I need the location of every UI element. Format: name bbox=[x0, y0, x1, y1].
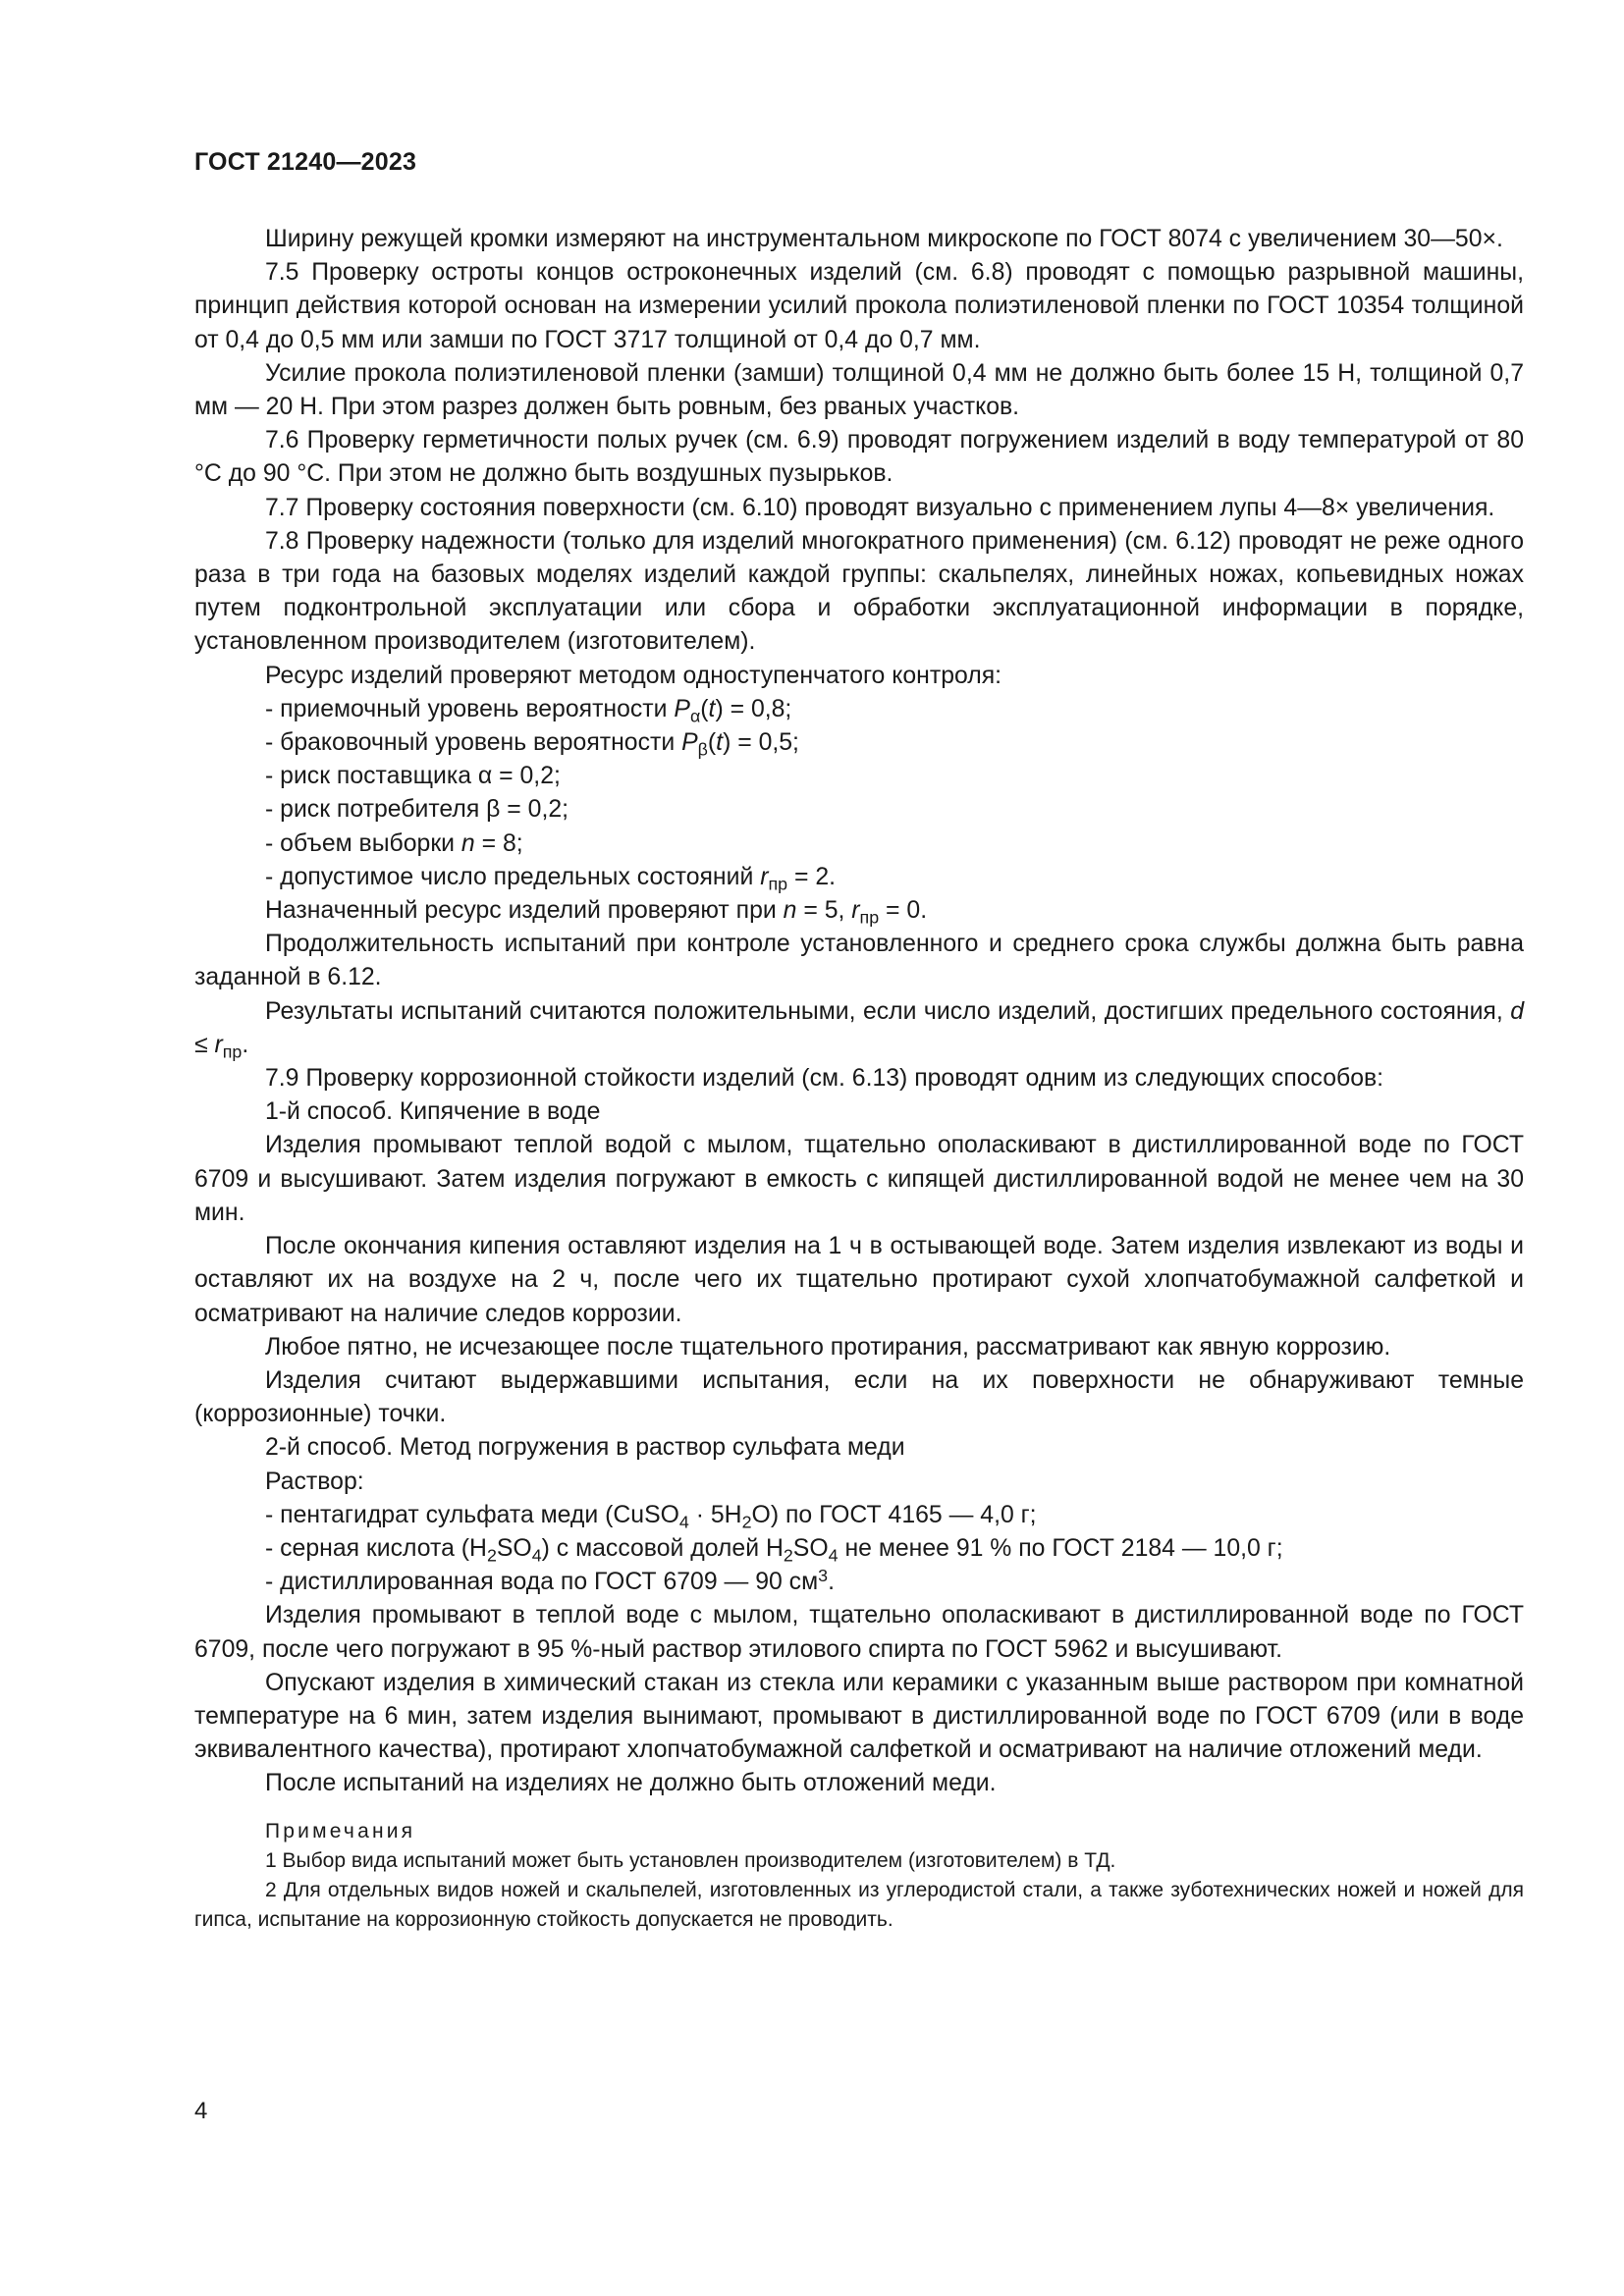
list-item: - риск потребителя β = 0,2; bbox=[265, 796, 569, 824]
subscript: β bbox=[697, 739, 708, 760]
text-run: - браковочный уровень вероятности bbox=[265, 729, 682, 757]
list-item bbox=[194, 861, 1524, 894]
paragraph: Опускают изделия в химический стакан из стекла или керамики с указанным выше раствором при комнатной температуре на 6 мин, затем изделия вынимают, промывают в дистиллированной воде по ГОСТ 6709 (или в воде эквивалентного качества), протирают хлопчатобумажной салфеткой и осматривают на наличие отложений меди. bbox=[194, 1669, 1524, 1764]
subscript: пр bbox=[222, 1041, 243, 1062]
text-run: . bbox=[242, 1031, 249, 1058]
list-item bbox=[194, 828, 1524, 861]
subscript: 4 bbox=[828, 1545, 839, 1566]
text-run: = 5, bbox=[796, 897, 852, 925]
variable: n bbox=[460, 829, 475, 857]
text-run: - серная кислота (H bbox=[265, 1534, 487, 1562]
text-run: не менее 91 % по ГОСТ 2184 — 10,0 г; bbox=[838, 1534, 1283, 1562]
subscript: α bbox=[689, 706, 701, 726]
paragraph: 7.6 Проверку герметичности полых ручек (см. 6.9) проводят погружением изделий в воду температурой от 80 °С до 90 °С. При этом не должно быть воздушных пузырьков. bbox=[194, 427, 1524, 488]
text-run: ) = 0,5; bbox=[723, 729, 799, 757]
document-body bbox=[194, 223, 1524, 1935]
variable: r bbox=[214, 1031, 223, 1058]
variable: P bbox=[674, 695, 690, 722]
superscript: 3 bbox=[818, 1566, 829, 1586]
subscript: пр bbox=[768, 874, 788, 894]
paragraph: После испытаний на изделиях не должно быть отложений меди. bbox=[265, 1770, 997, 1797]
paragraph bbox=[194, 995, 1524, 1062]
text-run: O) по ГОСТ 4165 — 4,0 г; bbox=[751, 1501, 1037, 1528]
subscript: 2 bbox=[783, 1545, 793, 1566]
variable: t bbox=[716, 729, 724, 757]
paragraph bbox=[194, 894, 1524, 928]
note-item: 1 Выбор вида испытаний может быть установлен производителем (изготовителем) в ТД. bbox=[265, 1848, 1116, 1872]
text-run: ( bbox=[700, 695, 709, 722]
text-run: ≤ bbox=[194, 1031, 215, 1058]
text-run: ( bbox=[707, 729, 717, 757]
variable: r bbox=[760, 863, 769, 890]
paragraph: 7.9 Проверку коррозионной стойкости изделий (см. 6.13) проводят одним из следующих способов: bbox=[265, 1065, 1384, 1093]
paragraph: После окончания кипения оставляют изделия на 1 ч в остывающей воде. Затем изделия извлекают из воды и оставляют их на воздухе на 2 ч, после чего их тщательно протирают сухой хлопчатобумажной салфеткой и осматривают на наличие следов коррозии. bbox=[194, 1233, 1524, 1327]
paragraph: 1-й способ. Кипячение в воде bbox=[265, 1098, 601, 1126]
paragraph: Усилие прокола полиэтиленовой пленки (замши) толщиной 0,4 мм не должно быть более 15 Н, толщиной 0,7 мм — 20 Н. При этом разрез должен быть ровным, без рваных участков. bbox=[194, 359, 1524, 421]
variable: t bbox=[708, 695, 716, 722]
paragraph: Изделия промывают теплой водой с мылом, тщательно ополаскивают в дистиллированной воде по ГОСТ 6709 и высушивают. Затем изделия погружают в емкость с кипящей дистиллированной водой не менее чем на 30 мин. bbox=[194, 1132, 1524, 1226]
text-run: - объем выборки bbox=[265, 829, 461, 857]
text-run: Результаты испытаний считаются положительными, если число изделий, достигших предельного состояния, bbox=[265, 997, 1511, 1025]
paragraph: 7.8 Проверку надежности (только для изделий многократного применения) (см. 6.12) проводят не реже одного раза в три года на базовых моделях изделий каждой группы: скальпелях, линейных ножах, копьевидных ножах путем подконтрольной эксплуатации или сбора и обработки эксплуатационной информации в порядке, установленном производителем (изготовителем). bbox=[194, 527, 1524, 656]
list-item bbox=[194, 726, 1524, 760]
paragraph: Ширину режущей кромки измеряют на инструментальном микроскопе по ГОСТ 8074 с увеличением 30—50×. bbox=[265, 226, 1503, 252]
paragraph: 7.5 Проверку остроты концов остроконечных изделий (см. 6.8) проводят с помощью разрывной машины, принцип действия которой основан на измерении усилий прокола полиэтиленовой пленки по ГОСТ 10354 толщиной от 0,4 до 0,5 мм или замши по ГОСТ 3717 толщиной от 0,4 до 0,7 мм. bbox=[194, 259, 1524, 353]
text-run: ) = 0,8; bbox=[715, 695, 792, 722]
notes-section bbox=[194, 1817, 1524, 1935]
text-run: SO bbox=[496, 1534, 532, 1562]
text-run: = 2. bbox=[787, 863, 837, 890]
variable: P bbox=[681, 729, 698, 757]
paragraph: Изделия считают выдержавшими испытания, если на их поверхности не обнаруживают темные (коррозионные) точки. bbox=[194, 1366, 1524, 1428]
text-run: - приемочный уровень вероятности bbox=[265, 695, 675, 722]
list-item bbox=[194, 693, 1524, 726]
notes-title: Примечания bbox=[265, 1819, 416, 1842]
text-run: Назначенный ресурс изделий проверяют при bbox=[265, 897, 784, 925]
subscript: 2 bbox=[741, 1512, 752, 1532]
text-run: · 5H bbox=[688, 1501, 742, 1528]
list-item bbox=[194, 1499, 1524, 1532]
paragraph: Любое пятно, не исчезающее после тщательного протирания, рассматривают как явную коррозию. bbox=[265, 1333, 1391, 1361]
note-item: 2 Для отдельных видов ножей и скальпелей, изготовленных из углеродистой стали, а также зуботехнических ножей и ножей для гипса, испытание на коррозионную стойкость допускается не проводить. bbox=[194, 1878, 1524, 1931]
text-run: - дистиллированная вода по ГОСТ 6709 — 90 см bbox=[265, 1569, 819, 1596]
paragraph: Ресурс изделий проверяют методом одноступенчатого контроля: bbox=[265, 662, 1002, 689]
text-run: - допустимое число предельных состояний bbox=[265, 863, 761, 890]
variable: n bbox=[783, 897, 797, 925]
text-run: ) с массовой долей H bbox=[541, 1534, 784, 1562]
text-run: - пентагидрат сульфата меди (CuSO bbox=[265, 1501, 679, 1528]
paragraph: Изделия промывают в теплой воде с мылом, тщательно ополаскивают в дистиллированной воде по ГОСТ 6709, после чего погружают в 95 %-ный раствор этилового спирта по ГОСТ 5962 и высушивают. bbox=[194, 1602, 1524, 1663]
text-run: SO bbox=[792, 1534, 829, 1562]
subscript: 2 bbox=[486, 1545, 497, 1566]
variable: r bbox=[851, 897, 860, 925]
list-item bbox=[194, 1532, 1524, 1566]
paragraph: 2-й способ. Метод погружения в раствор сульфата меди bbox=[265, 1434, 905, 1462]
document-id-header: ГОСТ 21240—2023 bbox=[194, 148, 417, 176]
text-run: = 0. bbox=[879, 897, 928, 925]
page-number: 4 bbox=[194, 2098, 208, 2124]
paragraph: Продолжительность испытаний при контроле установленного и среднего срока службы должна быть равна заданной в 6.12. bbox=[194, 931, 1524, 991]
subscript: пр bbox=[859, 907, 880, 928]
variable: d bbox=[1510, 997, 1524, 1025]
text-run: . bbox=[828, 1569, 835, 1596]
text-run: = 8; bbox=[474, 829, 523, 857]
paragraph: Раствор: bbox=[265, 1468, 364, 1495]
subscript: 4 bbox=[678, 1512, 689, 1532]
list-item bbox=[194, 1566, 1524, 1599]
document-page bbox=[194, 0, 1524, 2296]
paragraph: 7.7 Проверку состояния поверхности (см. 6.10) проводят визуально с применением лупы 4—8× увеличения. bbox=[265, 494, 1495, 521]
subscript: 4 bbox=[531, 1545, 542, 1566]
list-item: - риск поставщика α = 0,2; bbox=[265, 763, 561, 790]
